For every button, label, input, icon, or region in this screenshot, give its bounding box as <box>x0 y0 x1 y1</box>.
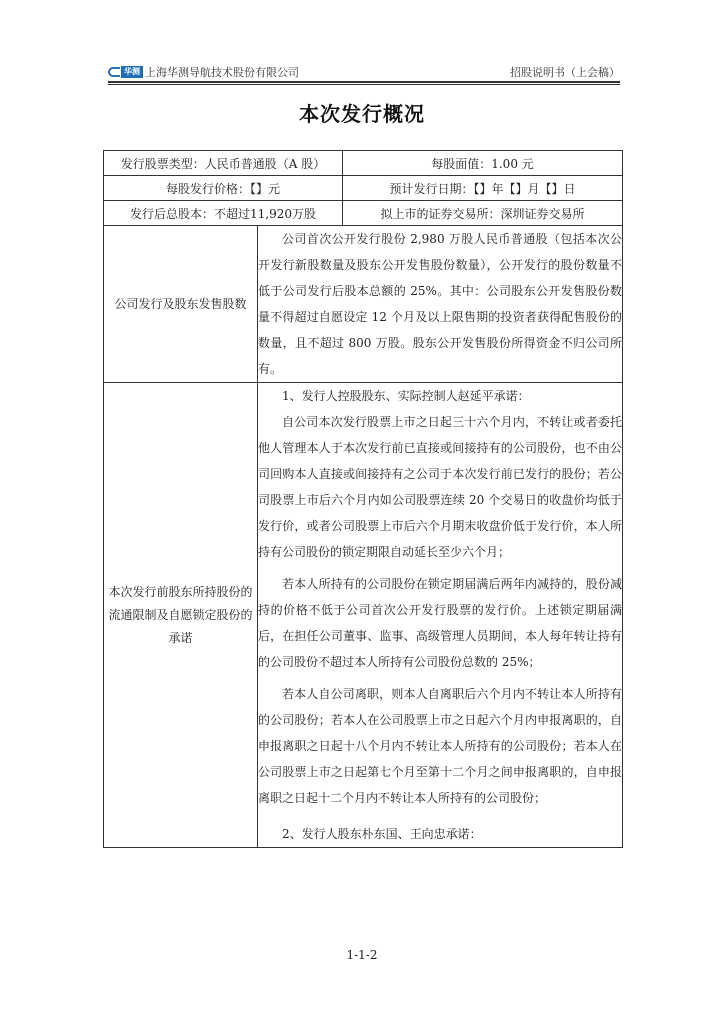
section-label: 本次发行前股东所持股份的流通限制及自愿锁定股份的承诺 <box>104 383 258 848</box>
company-name: 上海华测导航技术股份有限公司 <box>145 66 299 79</box>
section-content <box>258 383 623 848</box>
company-logo <box>108 66 143 78</box>
table-row <box>104 226 623 383</box>
table-row <box>104 201 623 226</box>
page-header <box>108 62 620 82</box>
header-left <box>108 64 299 80</box>
commitment-paragraph: 若本人自公司离职，则本人自离职后六个月内不转让本人所持有的公司股份；若本人在公司股票上市之日起六个月内申报离职的，自申报离职之日起十八个月内不转让本人所持有的公司股份；若本人在公司股票上市之日起第七个月至第十二个月之间申报离职的，自申报离职之日起十二个月内不转让本人所持有的公司股份； <box>258 687 623 805</box>
document-type: 招股说明书（上会稿） <box>510 66 620 79</box>
total-shares-cell: 发行后总股本：不超过11,920万股 <box>104 201 343 226</box>
table-row <box>104 176 623 201</box>
logo-arc-icon <box>108 67 120 77</box>
commitment-paragraph: 若本人所持有的公司股份在锁定期届满后两年内减持的，股份减持的价格不低于公司首次公开发行股票的发行价。上述锁定期届满后，在担任公司董事、监事、高级管理人员期间，本人每年转让持有的公司股份不超过本人所持有公司股份总数的 25%； <box>258 577 623 669</box>
stock-exchange-cell: 拟上市的证券交易所：深圳证券交易所 <box>343 201 623 226</box>
commitment-heading: 2、发行人股东朴东国、王向忠承诺： <box>282 827 482 841</box>
commitment-paragraph: 自公司本次发行股票上市之日起三十六个月内，不转让或者委托他人管理本人于本次发行前已直接或间接持有的公司股份，也不由公司回购本人直接或间接持有之公司于本次发行前已发行的股份；若公司股票上市后六个月内如公司股票连续 20 个交易日的收盘价均低于发行价，或者公司股票上市后六个月期末收盘价低于发行价，本人所持有公司股份的锁定期限自动延长至少六个月； <box>258 415 623 559</box>
stock-type-cell: 发行股票类型：人民币普通股（A 股） <box>104 151 343 176</box>
page-number: 1-1-2 <box>346 948 378 962</box>
table-row <box>104 151 623 176</box>
page-title: 本次发行概况 <box>299 102 425 126</box>
logo-text: 华测 <box>121 66 143 78</box>
header-rule <box>108 81 620 83</box>
issue-date-cell: 预计发行日期：【】年【】月【】日 <box>343 176 623 201</box>
issue-shares-paragraph: 公司首次公开发行股份 2,980 万股人民币普通股（包括本次公开发行新股数量及股东公开发售股份数量），公开发行的股份数量不低于公司发行后股本总额的 25%。其中：公司股东公开发售股份数量不得超过自愿设定 12 个月及以上限售期的投资者获得配售股份的数量，且不超过 800 万股。股东公开发售股份所得资金不归公司所有。 <box>258 232 623 376</box>
header-rule-thin <box>108 84 620 85</box>
commitment-heading: 1、发行人控股股东、实际控制人赵延平承诺： <box>282 389 530 403</box>
offering-overview-table <box>103 150 623 848</box>
section-label: 公司发行及股东发售股数 <box>104 226 258 383</box>
issue-price-cell: 每股发行价格：【】元 <box>104 176 343 201</box>
table-row <box>104 383 623 848</box>
section-content <box>258 226 623 383</box>
par-value-cell: 每股面值：1.00 元 <box>343 151 623 176</box>
